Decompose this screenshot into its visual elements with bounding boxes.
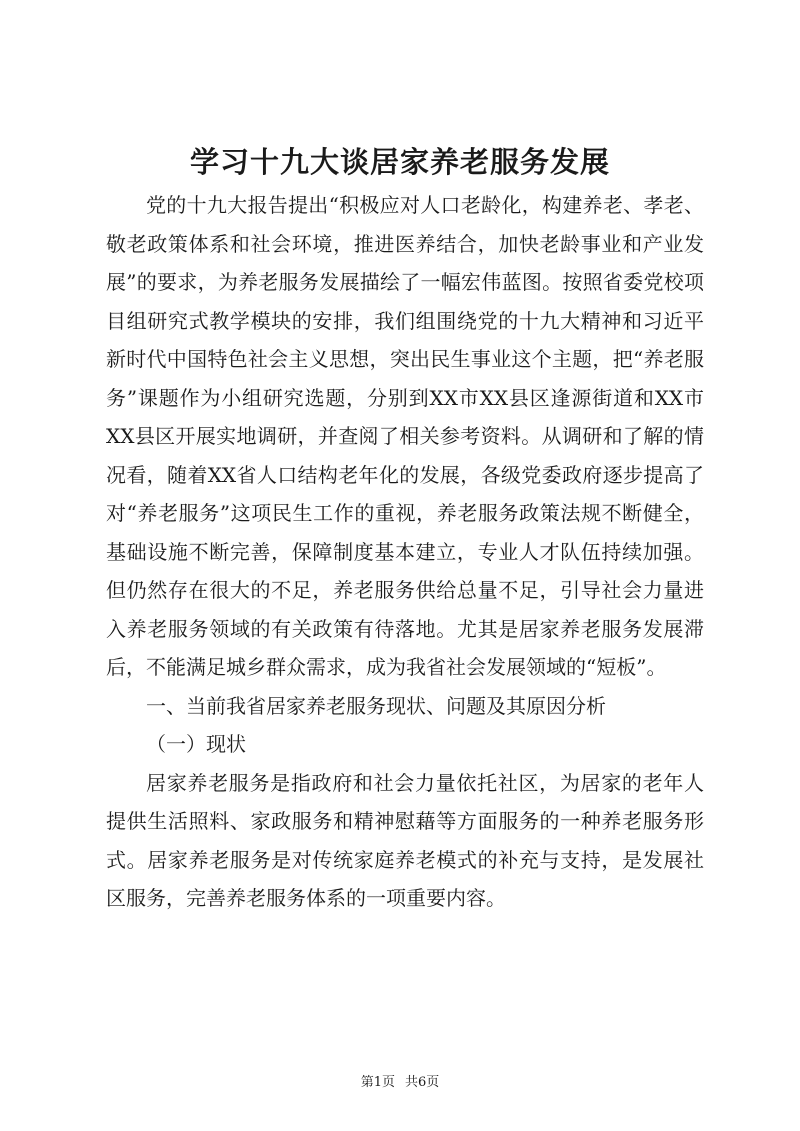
section-heading: 一、当前我省居家养老服务现状、问题及其原因分析: [146, 693, 606, 718]
body-paragraph-status: 居家养老服务是指政府和社会力量依托社区，为居家的老年人提供生活照料、家政服务和精神慰藉等方面服务的一种养老服务形式。居家养老服务是对传统家庭养老模式的补充与支持，是发展社区服务，完善养老服务体系的一项重要内容。: [106, 770, 704, 910]
page-footer: [0, 1074, 800, 1092]
document-body: [106, 186, 704, 918]
page-number: 第1页: [360, 1075, 395, 1090]
body-paragraph-intro: 党的十九大报告提出“积极应对人口老龄化，构建养老、孝老、敬老政策体系和社会环境，推进医养结合，加快老龄事业和产业发展”的要求，为养老服务发展描绘了一幅宏伟蓝图。按照省委党校项目组研究式教学模块的安排，我们组围绕党的十九大精神和习近平新时代中国特色社会主义思想，突出民生事业这个主题，把“养老服务”课题作为小组研究选题，分别到XX市XX县区逢源街道和XX市XX县区开展实地调研，并查阅了相关参考资料。从调研和了解的情况看，随着XX省人口结构老年化的发展，各级党委政府逐步提高了对“养老服务”这项民生工作的重视，养老服务政策法规不断健全，基础设施不断完善，保障制度基本建立，专业人才队伍持续加强。但仍然存在很大的不足，养老服务供给总量不足，引导社会力量进入养老服务领域的有关政策有待落地。尤其是居家养老服务发展滞后，不能满足城乡群众需求，成为我省社会发展领域的“短板”。: [106, 193, 704, 679]
document-title: 学习十九大谈居家养老服务发展: [189, 145, 610, 179]
page-total: 共6页: [405, 1075, 440, 1090]
subsection-heading: （一）现状: [146, 732, 246, 756]
